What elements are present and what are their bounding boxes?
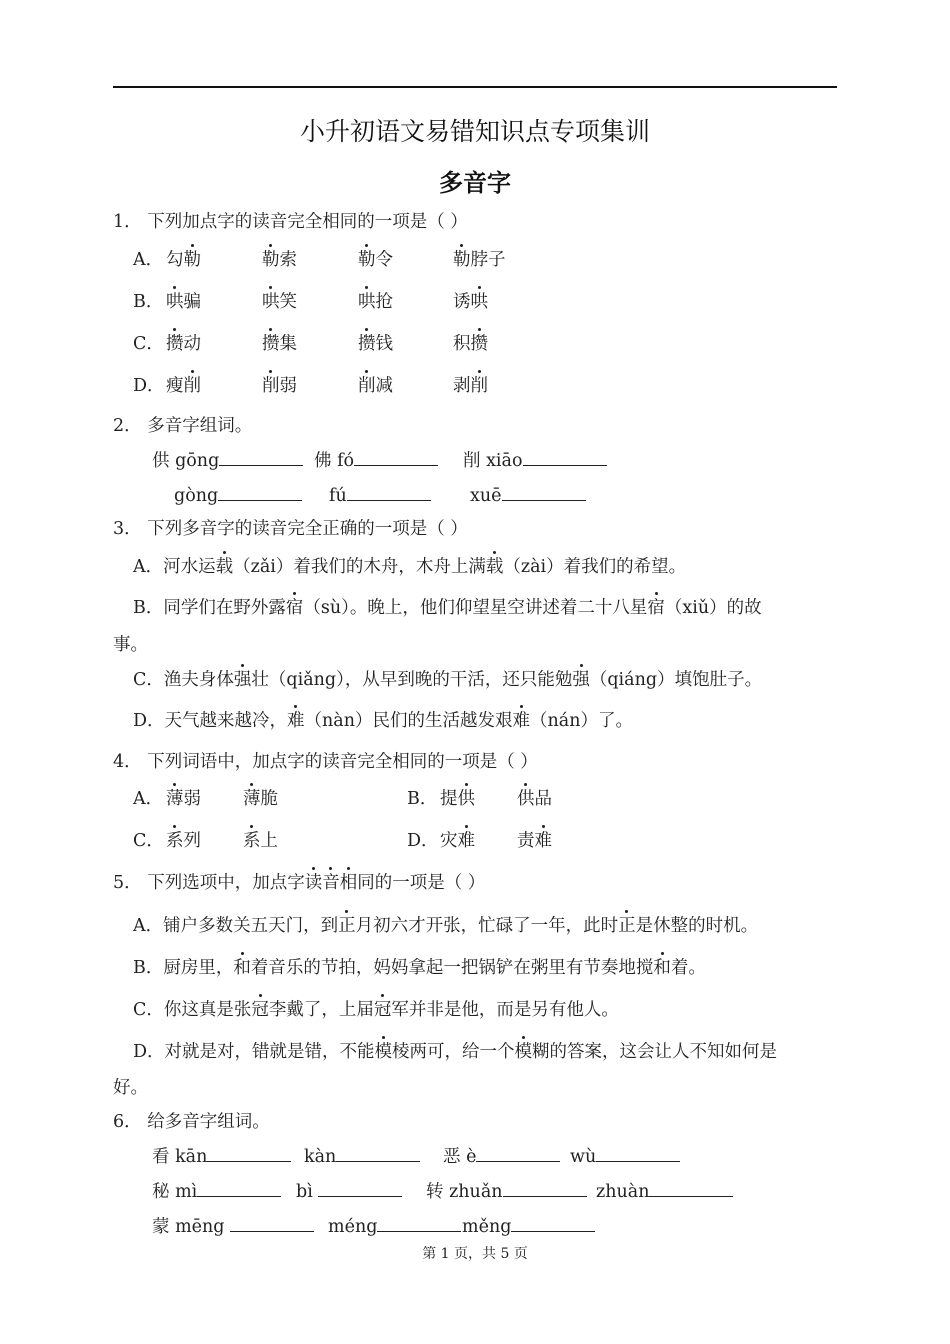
question-3-option-d: D．天气越来越冷，难（nàn）民们的生活越发艰难（nán）了。 (133, 711, 633, 731)
dotted-char: 载 (485, 557, 504, 577)
answer-blank[interactable] (207, 1145, 291, 1162)
word: 灾难 (440, 831, 475, 851)
question-3-option-b: B．同学们在野外露宿（sù）。晚上，他们仰望星空讲述着二十八星宿（xiǔ）的故 (133, 598, 762, 618)
dotted-char: 和 (233, 958, 251, 978)
answer-blank[interactable] (318, 1180, 402, 1197)
dotted-char: 哄 (262, 292, 280, 312)
question-5-option-d-continued: 好。 (113, 1078, 148, 1098)
answer-blank[interactable] (523, 449, 607, 466)
dotted-char: 哄 (470, 292, 488, 312)
fill-item: 恶 è (443, 1145, 560, 1169)
question-5-option-b: B．厨房里，和着音乐的节拍，妈妈拿起一把锅铲在粥里有节奏地搅和着。 (133, 958, 706, 978)
fill-item: 佛 fó (314, 449, 438, 473)
question-4-stem: 4． 下列词语中，加点字的读音完全相同的一项是（ ） (113, 752, 538, 772)
dotted-char: 宿 (285, 598, 304, 618)
dotted-char: 音 (322, 873, 340, 893)
word: 哄骗 (166, 292, 201, 312)
answer-blank[interactable] (354, 449, 438, 466)
word: 勒令 (358, 250, 393, 270)
fill-item: zhuàn (596, 1180, 733, 1204)
dotted-char: 勒 (183, 250, 201, 270)
question-5-stem: 5． 下列选项中，加点字读音相同的一项是（ ） (113, 873, 486, 893)
dotted-char: 难 (457, 831, 475, 851)
question-4-option-d: D． 灾难 责难 (407, 831, 552, 851)
word: 攒集 (262, 334, 297, 354)
page-subtitle: 多音字 (439, 169, 511, 197)
question-1-stem: 1． 下列加点字的读音完全相同的一项是（ ） (113, 212, 468, 232)
dotted-char: 削 (183, 376, 201, 396)
dotted-char: 冠 (251, 1000, 269, 1020)
answer-blank[interactable] (197, 1180, 281, 1197)
word: 哄笑 (262, 292, 297, 312)
dotted-char: 正 (338, 916, 356, 936)
dotted-char: 读 (304, 873, 323, 893)
question-2-stem: 2． 多音字组词。 (113, 416, 253, 436)
dotted-char: 勒 (453, 250, 471, 270)
word: 哄抢 (358, 292, 393, 312)
dotted-char: 供 (517, 789, 535, 809)
question-1-option-c: C． 攒动 攒集 攒钱 积攒 (133, 334, 488, 354)
answer-blank[interactable] (219, 449, 303, 466)
page-title: 小升初语文易错知识点专项集训 (299, 117, 650, 146)
dotted-char: 供 (457, 789, 475, 809)
question-1-option-b: B． 哄骗 哄笑 哄抢 诱哄 (133, 292, 488, 312)
word: 系上 (243, 831, 278, 851)
word: 提供 (440, 789, 475, 809)
question-5-option-c: C．你这真是张冠李戴了，上届冠军并非是他，而是另有他人。 (133, 1000, 619, 1020)
dotted-char: 难 (512, 711, 531, 731)
answer-blank[interactable] (336, 1145, 420, 1162)
dotted-char: 攒 (358, 334, 376, 354)
word: 供品 (517, 789, 552, 809)
fill-item: xuē (470, 484, 586, 508)
dotted-char: 攒 (166, 334, 184, 354)
dotted-char: 哄 (166, 292, 184, 312)
dotted-char: 削 (358, 376, 376, 396)
fill-item: méng (328, 1215, 461, 1239)
dotted-char: 正 (618, 916, 636, 936)
word: 攒钱 (358, 334, 393, 354)
answer-blank[interactable] (347, 484, 431, 501)
dotted-char: 模 (374, 1042, 393, 1062)
fill-item: bì (296, 1180, 402, 1204)
dotted-char: 勒 (262, 250, 280, 270)
question-3-option-c: C．渔夫身体强壮（qiǎng），从早到晚的干活，还只能勉强（qiáng）填饱肚子。 (133, 670, 763, 690)
dotted-char: 削 (262, 376, 280, 396)
dotted-char: 薄 (243, 789, 261, 809)
dotted-char: 强 (572, 670, 590, 690)
dotted-char: 系 (243, 831, 261, 851)
word: 瘦削 (166, 376, 201, 396)
fill-item: 供 gōng (152, 449, 303, 473)
question-1-option-a: A． 勾勒 勒索 勒令 勒脖子 (133, 250, 506, 270)
dotted-char: 薄 (166, 789, 184, 809)
dotted-char: 模 (514, 1042, 533, 1062)
question-1-option-d: D． 瘦削 削弱 削减 剥削 (133, 376, 488, 396)
answer-blank[interactable] (230, 1215, 314, 1232)
dotted-char: 宿 (647, 598, 665, 618)
question-4-option-c: C． 系列 系上 (133, 831, 278, 851)
word: 勾勒 (166, 250, 201, 270)
fill-item: 削 xiāo (463, 449, 607, 473)
dotted-char: 相 (339, 873, 358, 893)
dotted-char: 强 (233, 670, 252, 690)
dotted-char: 削 (470, 376, 488, 396)
fill-item: kàn (304, 1145, 420, 1169)
answer-blank[interactable] (218, 484, 302, 501)
dotted-char: 系 (166, 831, 184, 851)
answer-blank[interactable] (596, 1145, 680, 1162)
header-rule (113, 86, 837, 88)
word: 勒脖子 (453, 250, 506, 270)
word: 薄脆 (243, 789, 278, 809)
fill-item: 转 zhuǎn (426, 1180, 587, 1204)
fill-item: měng (462, 1215, 595, 1239)
word: 削弱 (262, 376, 297, 396)
word: 薄弱 (166, 789, 201, 809)
question-4-option-b: B． 提供 供品 (407, 789, 552, 809)
word: 剥削 (453, 376, 488, 396)
dotted-char: 难 (534, 831, 552, 851)
answer-blank[interactable] (503, 1180, 587, 1197)
question-3-option-a: A．河水运载（zǎi）着我们的木舟，木舟上满载（zài）着我们的希望。 (133, 557, 687, 577)
dotted-char: 载 (215, 557, 234, 577)
fill-item: gòng (174, 484, 302, 508)
dotted-char: 难 (287, 711, 305, 731)
word: 削减 (358, 376, 393, 396)
page-number: 第 1 页，共 5 页 (422, 1246, 528, 1262)
question-5-option-d: D．对就是对，错就是错，不能模棱两可，给一个模糊的答案，这会让人不知如何是 (133, 1042, 778, 1062)
word: 系列 (166, 831, 201, 851)
dotted-char: 勒 (358, 250, 376, 270)
answer-blank[interactable] (511, 1215, 595, 1232)
word: 勒索 (262, 250, 297, 270)
fill-item: 秘 mì (152, 1180, 281, 1204)
fill-item: fú (329, 484, 431, 508)
answer-blank[interactable] (649, 1180, 733, 1197)
question-6-stem: 6． 给多音字组词。 (113, 1112, 270, 1132)
question-3-stem: 3． 下列多音字的读音完全正确的一项是（ ） (113, 519, 468, 539)
dotted-char: 和 (653, 958, 671, 978)
word: 积攒 (453, 334, 488, 354)
word: 责难 (517, 831, 552, 851)
question-4-option-a: A． 薄弱 薄脆 (133, 789, 278, 809)
fill-item: 看 kān (152, 1145, 291, 1169)
word: 诱哄 (453, 292, 488, 312)
fill-item: 蒙 mēng (152, 1215, 314, 1239)
word: 攒动 (166, 334, 201, 354)
question-5-option-a: A．铺户多数关五天门，到正月初六才开张，忙碌了一年，此时正是休整的时机。 (133, 916, 759, 936)
answer-blank[interactable] (377, 1215, 461, 1232)
dotted-char: 攒 (470, 334, 488, 354)
question-3-option-b-continued: 事。 (113, 635, 148, 655)
dotted-char: 哄 (358, 292, 376, 312)
answer-blank[interactable] (476, 1145, 560, 1162)
dotted-char: 攒 (262, 334, 280, 354)
answer-blank[interactable] (502, 484, 586, 501)
fill-item: wù (570, 1145, 680, 1169)
dotted-char: 冠 (373, 1000, 392, 1020)
